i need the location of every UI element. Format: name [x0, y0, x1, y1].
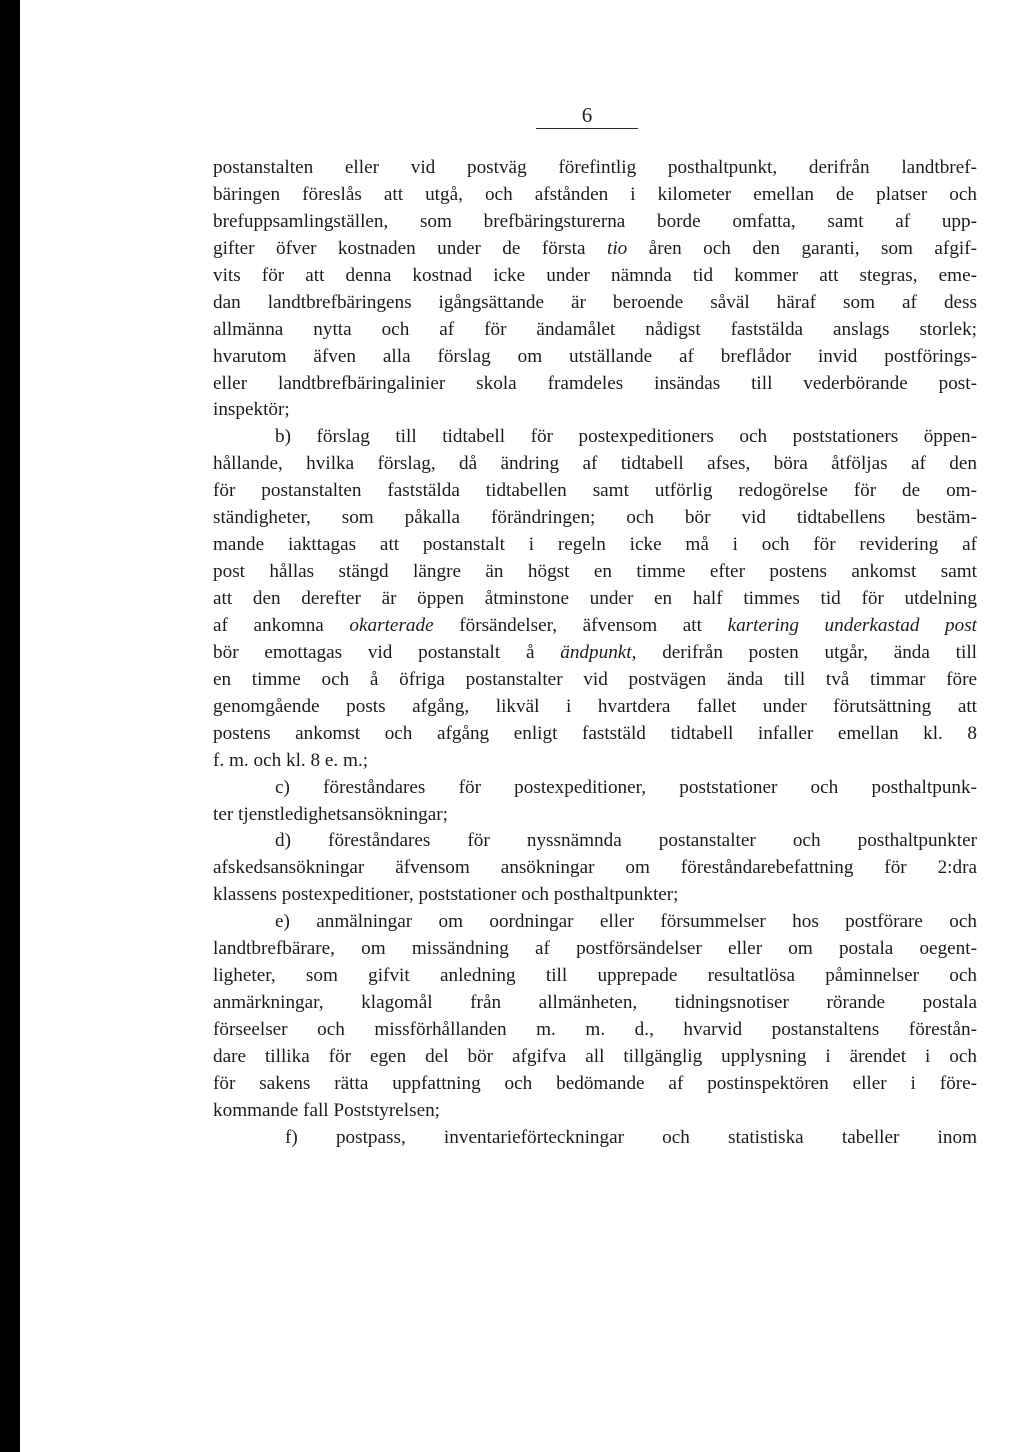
page-number-rule — [536, 128, 638, 129]
text-line: mande iakttagas att postanstalt i regeln icke må i och för revidering af — [213, 534, 977, 556]
text-line: postens ankomst och afgång enligt faststäld tidtabell infaller emellan kl. 8 — [213, 722, 977, 744]
text-line: ligheter, som gifvit anledning till upprepade resultatlösa påminnelser och — [213, 965, 977, 987]
text-line: gifter öfver kostnaden under de första tio åren och den garanti, som afgif- — [213, 237, 977, 259]
text-line: post hållas stängd längre än högst en timme efter postens ankomst samt — [213, 561, 977, 583]
text-line: f) postpass, inventarieförteckningar och statistiska tabeller inom — [285, 1126, 977, 1148]
text-line: postanstalten eller vid postväg förefintlig posthaltpunkt, derifrån landtbref- — [213, 157, 977, 178]
text-line: af ankomna okarterade försändelser, äfvensom att kartering underkastad post — [213, 614, 977, 636]
italic-word: okarterade — [349, 614, 434, 636]
text-line: dan landtbrefbäringens igångsättande är beroende såväl häraf som af dess — [213, 291, 977, 313]
text-line: eller landtbrefbäringalinier skola framdeles insändas till vederbörande post- — [213, 372, 977, 394]
text-line: en timme och å öfriga postanstalter vid postvägen ända till två timmar före — [213, 668, 977, 690]
italic-word: tio — [607, 237, 628, 259]
text-line: c) föreståndares för postexpeditioner, poststationer och posthaltpunk- — [275, 776, 977, 798]
text-line: kommande fall Poststyrelsen; — [213, 1099, 441, 1121]
text-line: för sakens rätta uppfattning och bedömande af postinspektören eller i före- — [213, 1072, 977, 1094]
text-line: genomgående posts afgång, likväl i hvartdera fallet under förutsättning att — [213, 695, 977, 717]
text-line: d) föreståndares för nyssnämnda postanstalter och posthaltpunkter — [275, 830, 977, 852]
text-line: hållande, hvilka förslag, då ändring af tidtabell afses, böra åtföljas af den — [213, 453, 977, 475]
text-line: hvarutom äfven alla förslag om utställande af breflådor invid postförings- — [213, 345, 977, 367]
italic-phrase: kartering underkastad post — [727, 614, 977, 636]
italic-word: ändpunkt, — [560, 641, 637, 663]
text-line: bäringen föreslås att utgå, och afstånden i kilometer emellan de platser och — [213, 183, 977, 205]
text-line: vits för att denna kostnad icke under nämnda tid kommer att stegras, eme- — [213, 264, 977, 286]
text-line: bör emottagas vid postanstalt å ändpunkt, derifrån posten utgår, ända till — [213, 641, 977, 663]
text-line: brefuppsamlingställen, som brefbäringsturerna borde omfatta, samt af upp- — [213, 210, 977, 232]
text-line: anmärkningar, klagomål från allmänheten, tidningsnotiser rörande postala — [213, 992, 977, 1014]
text-line: inspektör; — [213, 399, 290, 421]
text-line: ter tjenstledighetsansökningar; — [213, 803, 448, 825]
text-line: e) anmälningar om oordningar eller försummelser hos postförare och — [275, 911, 977, 933]
body-text — [213, 155, 977, 1152]
text-line: f. m. och kl. 8 e. m.; — [213, 749, 369, 771]
page-number: 6 — [581, 103, 593, 127]
text-line: dare tillika för egen del bör afgifva all tillgänglig upplysning i ärendet i och — [213, 1045, 977, 1067]
text-line: klassens postexpeditioner, poststationer och posthaltpunkter; — [213, 884, 679, 906]
text-line: allmänna nytta och af för ändamålet nådigst faststälda anslags storlek; — [213, 318, 977, 340]
text-line: landtbrefbärare, om missändning af postförsändelser eller om postala oegent- — [213, 938, 977, 960]
text-line: förseelser och missförhållanden m. m. d., hvarvid postanstaltens förestån- — [213, 1019, 977, 1040]
text-line: afskedsansökningar äfvensom ansökningar om föreståndarebefattning för 2:dra — [213, 857, 977, 879]
text-line: att den derefter är öppen åtminstone under en half timmes tid för utdelning — [213, 588, 977, 609]
text-line: b) förslag till tidtabell för postexpeditioners och poststationers öppen- — [275, 426, 977, 448]
text-line: för postanstalten faststälda tidtabellen samt utförlig redogörelse för de om- — [213, 480, 977, 502]
text-line: ständigheter, som påkalla förändringen; och bör vid tidtabellens bestäm- — [213, 507, 977, 529]
